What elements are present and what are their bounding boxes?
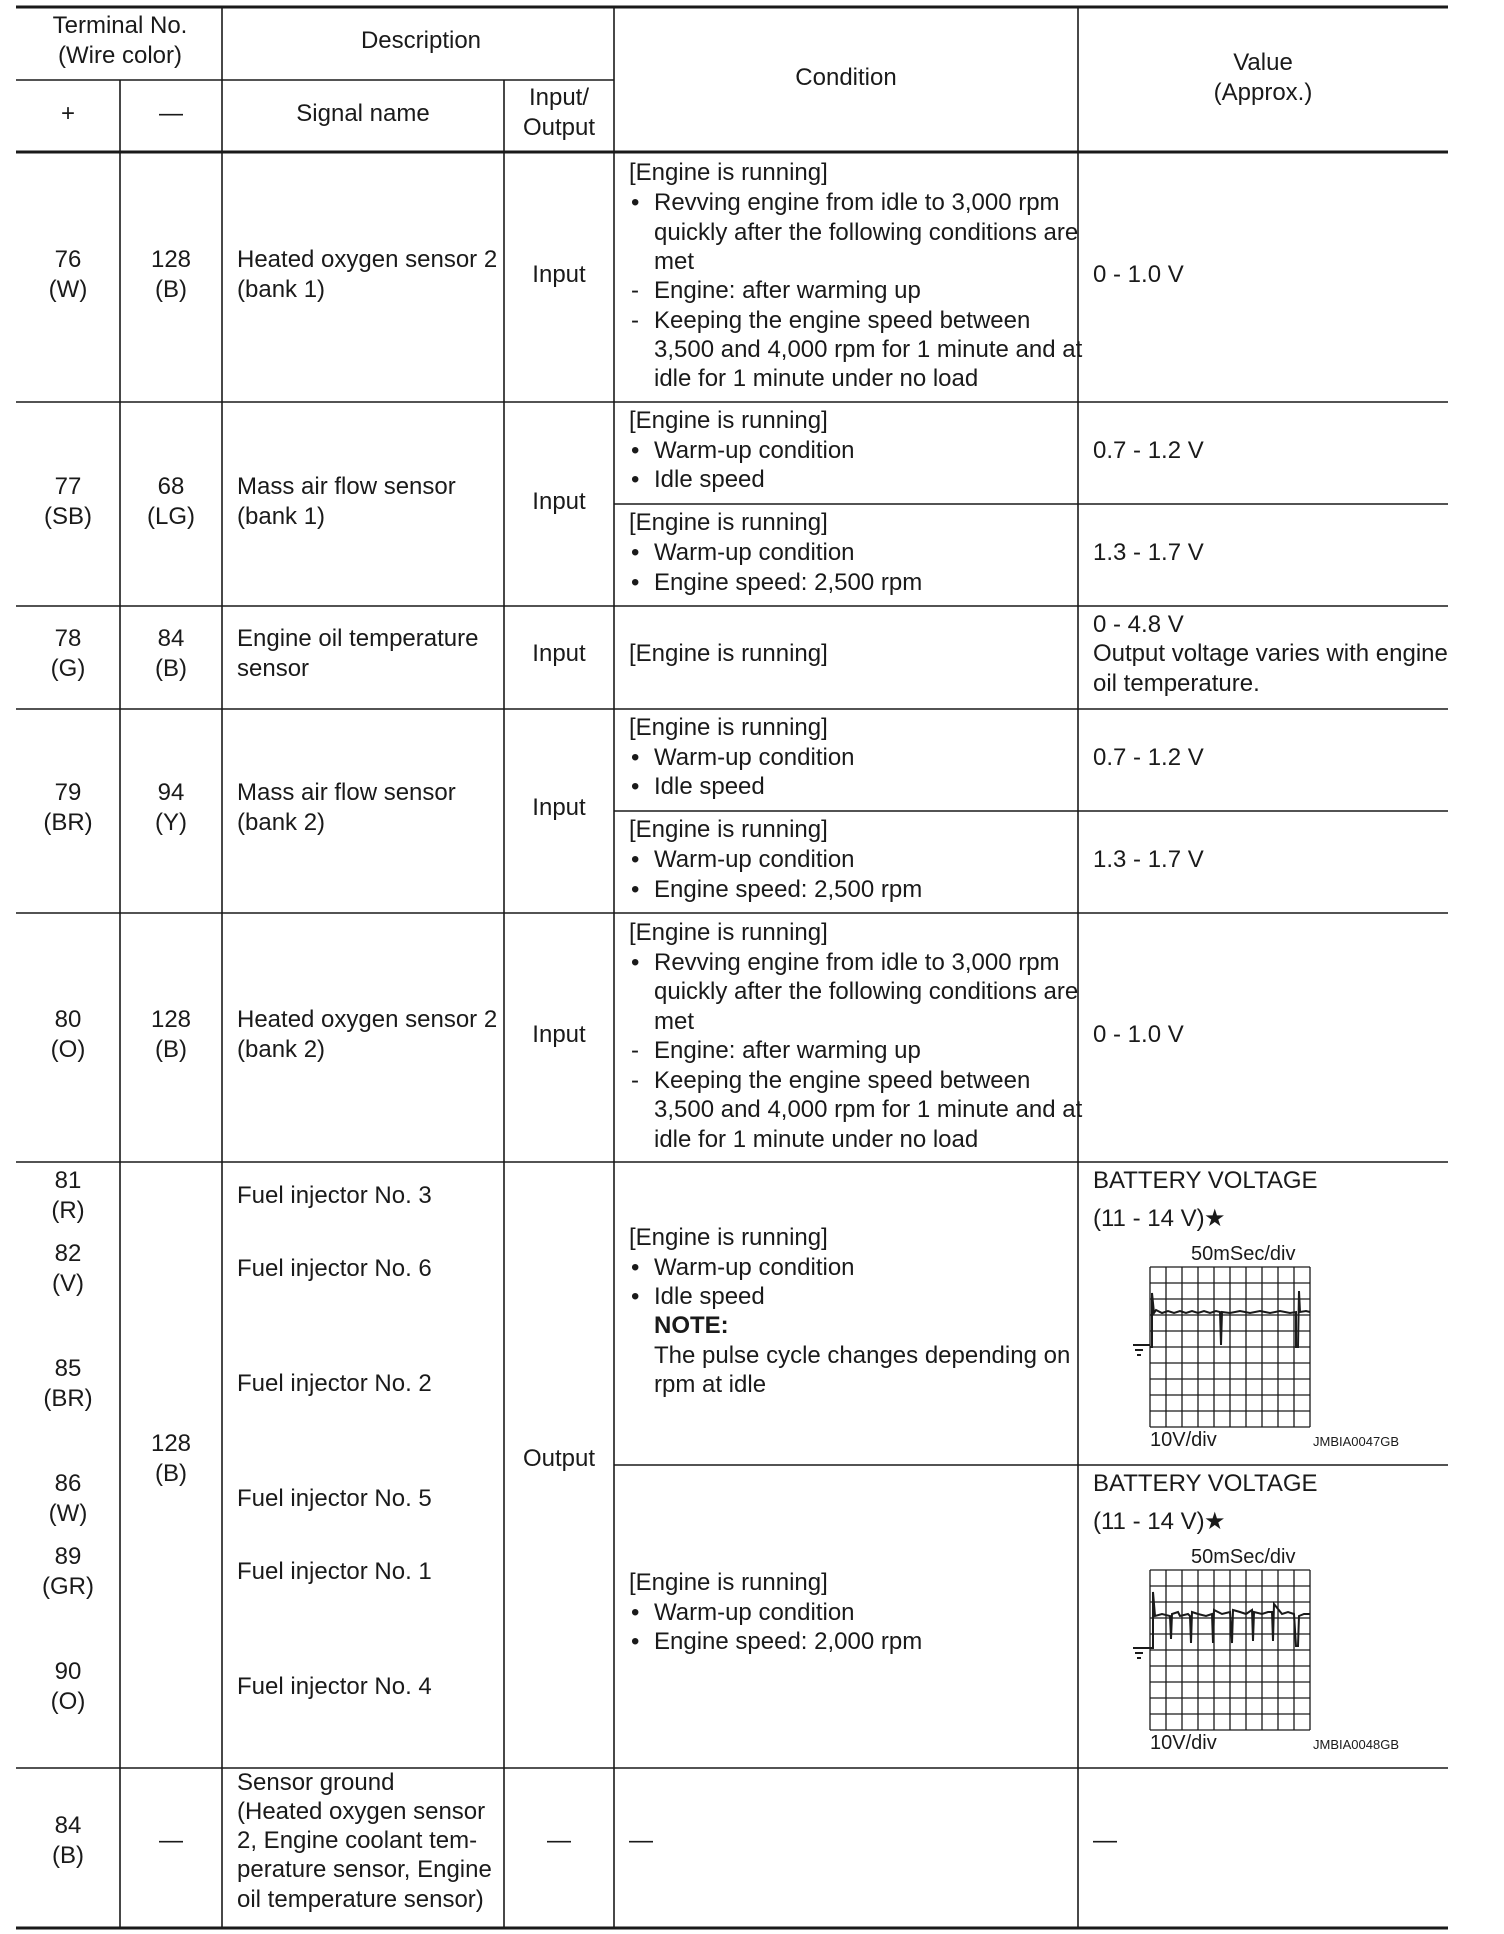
io-type: Output [522,1445,596,1472]
oscilloscope-waveform [1133,1546,1399,1754]
condition-line: Warm-up condition [654,437,855,464]
io-type: Input [532,1021,586,1048]
signal-name: Mass air flow sensor [237,473,456,500]
terminal-plus: 90 [54,1658,82,1685]
bullet-glyph: • [631,1283,640,1310]
terminal-plus: 78 [54,625,82,652]
table-row [44,407,1204,596]
table-row [43,714,1203,903]
condition-line: Engine speed: 2,500 rpm [654,876,923,903]
condition-line: met [654,1008,695,1035]
condition-line: Warm-up condition [654,744,855,771]
terminal-plus: 80 [54,1006,82,1033]
terminal-minus: 128 [150,1006,192,1033]
condition-line: idle for 1 minute under no load [654,1126,979,1153]
condition-line: quickly after the following conditions are [654,978,1079,1005]
bullet-glyph: • [631,1254,640,1281]
io-type: Input [532,794,586,821]
signal-name: Fuel injector No. 6 [237,1255,432,1282]
header-condition: Condition [795,64,897,91]
bullet-glyph: • [631,876,640,903]
io-type: — [547,1827,571,1854]
condition-line: met [654,248,695,275]
table-row [52,1769,1117,1913]
figure-code: JMBIA0048GB [1313,1737,1399,1752]
value: (11 - 14 V) [1093,1508,1205,1535]
condition-line: quickly after the following conditions are [654,219,1079,246]
figure-code: JMBIA0047GB [1313,1434,1399,1449]
time-division-label: 50mSec/div [1191,1546,1296,1568]
value: 0.7 - 1.2 V [1093,437,1204,464]
terminal-plus: 77 [54,473,82,500]
condition-title: [Engine is running] [629,1569,828,1596]
header-signal-name: Signal name [296,100,430,127]
value: 0.7 - 1.2 V [1093,744,1204,771]
header-input-output: Input/ [528,84,590,111]
signal-name: Sensor ground [237,1769,395,1796]
value: (11 - 14 V) [1093,1205,1205,1232]
header-terminal-no: Terminal No. [52,12,188,39]
bullet-glyph: • [631,949,640,976]
terminal-plus: 82 [54,1240,82,1267]
condition-line: Warm-up condition [654,1254,855,1281]
dash-glyph: - [631,307,639,334]
value: Output voltage varies with engine [1093,640,1448,667]
condition-line: Warm-up condition [654,846,855,873]
value: — [1093,1827,1117,1854]
value: 0 - 1.0 V [1093,1021,1184,1048]
scope-grid [1150,1570,1310,1730]
signal-name: (Heated oxygen sensor [237,1798,486,1825]
terminal-minus: 128 [150,1430,192,1457]
terminal-plus: 85 [54,1355,82,1382]
terminal-plus: 76 [54,246,82,273]
header-value-approx: (Approx.) [1213,79,1313,106]
wire-color-plus: (W) [48,1500,88,1527]
value: 1.3 - 1.7 V [1093,846,1204,873]
wire-color-minus: (Y) [155,809,187,836]
value: BATTERY VOLTAGE [1093,1167,1318,1194]
condition-title: [Engine is running] [629,509,828,536]
condition-line: rpm at idle [654,1371,767,1398]
terminal-plus: 79 [54,779,82,806]
terminal-plus: 84 [54,1812,82,1839]
terminal-minus: 84 [157,625,185,652]
condition-line: Warm-up condition [654,539,855,566]
terminal-plus: 81 [54,1167,82,1194]
condition-line: 3,500 and 4,000 rpm for 1 minute and at [654,336,1083,363]
dash-glyph: - [631,1037,639,1064]
signal-name: Heated oxygen sensor 2 [237,246,498,273]
signal-name: (bank 2) [237,1036,326,1063]
bullet-glyph: • [631,466,640,493]
star-icon: ★ [1204,1508,1226,1535]
ground-icon [1133,1648,1150,1658]
bullet-glyph: • [631,744,640,771]
io-type: Input [532,640,586,667]
bullet-glyph: • [631,1599,640,1626]
ground-icon [1133,1345,1150,1355]
header-description: Description [360,27,482,54]
condition-line: The pulse cycle changes depending on [654,1342,1071,1369]
bullet-glyph: • [631,539,640,566]
value: oil temperature. [1093,670,1260,697]
condition-line: Engine speed: 2,000 rpm [654,1628,923,1655]
time-division-label: 50mSec/div [1191,1243,1296,1265]
wire-color-plus: (SB) [44,503,92,530]
dash-glyph: - [631,1067,639,1094]
value: 1.3 - 1.7 V [1093,539,1204,566]
signal-name: (bank 1) [237,276,326,303]
table-header [53,12,1313,141]
signal-name: (bank 2) [237,809,326,836]
signal-name: Fuel injector No. 5 [237,1485,432,1512]
value: 0 - 4.8 V [1093,611,1184,638]
condition-title: [Engine is running] [629,714,828,741]
signal-name: oil temperature sensor) [237,1886,484,1913]
condition-line: Keeping the engine speed between [654,1067,1031,1094]
signal-name: 2, Engine coolant tem- [237,1827,478,1854]
star-icon: ★ [1204,1205,1226,1232]
wire-color-plus: (O) [50,1688,86,1715]
condition-line: Revving engine from idle to 3,000 rpm [654,189,1060,216]
io-type: Input [532,488,586,515]
signal-name: Fuel injector No. 3 [237,1182,432,1209]
condition-title: [Engine is running] [629,919,828,946]
terminal-minus: 128 [150,246,192,273]
condition-line: Engine speed: 2,500 rpm [654,569,923,596]
condition-line: Engine: after warming up [654,1037,921,1064]
wire-color-plus: (B) [52,1842,84,1869]
condition-title: — [629,1827,653,1854]
condition-title: [Engine is running] [629,407,828,434]
wire-color-plus: (W) [48,276,88,303]
condition-title: [Engine is running] [629,159,828,186]
condition-line: Warm-up condition [654,1599,855,1626]
table-row [51,919,1184,1153]
terminal-minus: 94 [157,779,185,806]
wire-color-plus: (BR) [43,1385,93,1412]
wire-color-minus: (LG) [147,503,195,530]
dash-glyph: - [631,277,639,304]
condition-title: [Engine is running] [629,640,828,667]
header-value: Value [1233,49,1293,76]
bullet-glyph: • [631,846,640,873]
condition-title: [Engine is running] [629,816,828,843]
condition-line: Engine: after warming up [654,277,921,304]
volt-division-label: 10V/div [1150,1429,1217,1451]
table-row [42,1167,1399,1754]
signal-name: perature sensor, Engine [237,1856,492,1883]
scope-grid [1150,1267,1310,1427]
bullet-glyph: • [631,437,640,464]
condition-line: idle for 1 minute under no load [654,365,979,392]
signal-name: Fuel injector No. 4 [237,1673,432,1700]
condition-line: Idle speed [654,773,765,800]
condition-line: Keeping the engine speed between [654,307,1031,334]
oscilloscope-waveform [1133,1243,1399,1451]
terminal-plus: 86 [54,1470,82,1497]
header-wire-color: (Wire color) [58,42,182,69]
table-row [49,159,1184,392]
signal-name: Engine oil temperature [237,625,479,652]
terminal-minus: — [159,1827,183,1854]
signal-name: Mass air flow sensor [237,779,456,806]
wire-color-plus: (V) [52,1270,84,1297]
header-input-output: Output [522,114,596,141]
wire-color-plus: (G) [50,655,86,682]
signal-name: Fuel injector No. 2 [237,1370,432,1397]
header-plus: + [60,100,76,127]
terminal-plus: 89 [54,1543,82,1570]
terminal-minus: 68 [157,473,185,500]
wire-color-plus: (R) [51,1197,85,1224]
condition-line: Idle speed [654,466,765,493]
signal-name: sensor [237,655,310,682]
bullet-glyph: • [631,569,640,596]
header-minus: — [159,100,183,127]
wire-color-minus: (B) [155,655,187,682]
io-type: Input [532,261,586,288]
wire-color-minus: (B) [155,1460,187,1487]
condition-line: 3,500 and 4,000 rpm for 1 minute and at [654,1096,1083,1123]
wire-color-minus: (B) [155,1036,187,1063]
volt-division-label: 10V/div [1150,1732,1217,1754]
wire-color-plus: (O) [50,1036,86,1063]
bullet-glyph: • [631,773,640,800]
signal-name: Fuel injector No. 1 [237,1558,432,1585]
note-label: NOTE: [654,1312,729,1339]
value: 0 - 1.0 V [1093,261,1184,288]
wire-color-plus: (BR) [43,809,93,836]
table-row [51,611,1448,697]
wire-color-minus: (B) [155,276,187,303]
wire-color-plus: (GR) [42,1573,94,1600]
signal-name: (bank 1) [237,503,326,530]
value: BATTERY VOLTAGE [1093,1470,1318,1497]
condition-line: Revving engine from idle to 3,000 rpm [654,949,1060,976]
bullet-glyph: • [631,189,640,216]
condition-line: Idle speed [654,1283,765,1310]
signal-name: Heated oxygen sensor 2 [237,1006,498,1033]
condition-title: [Engine is running] [629,1224,828,1251]
bullet-glyph: • [631,1628,640,1655]
